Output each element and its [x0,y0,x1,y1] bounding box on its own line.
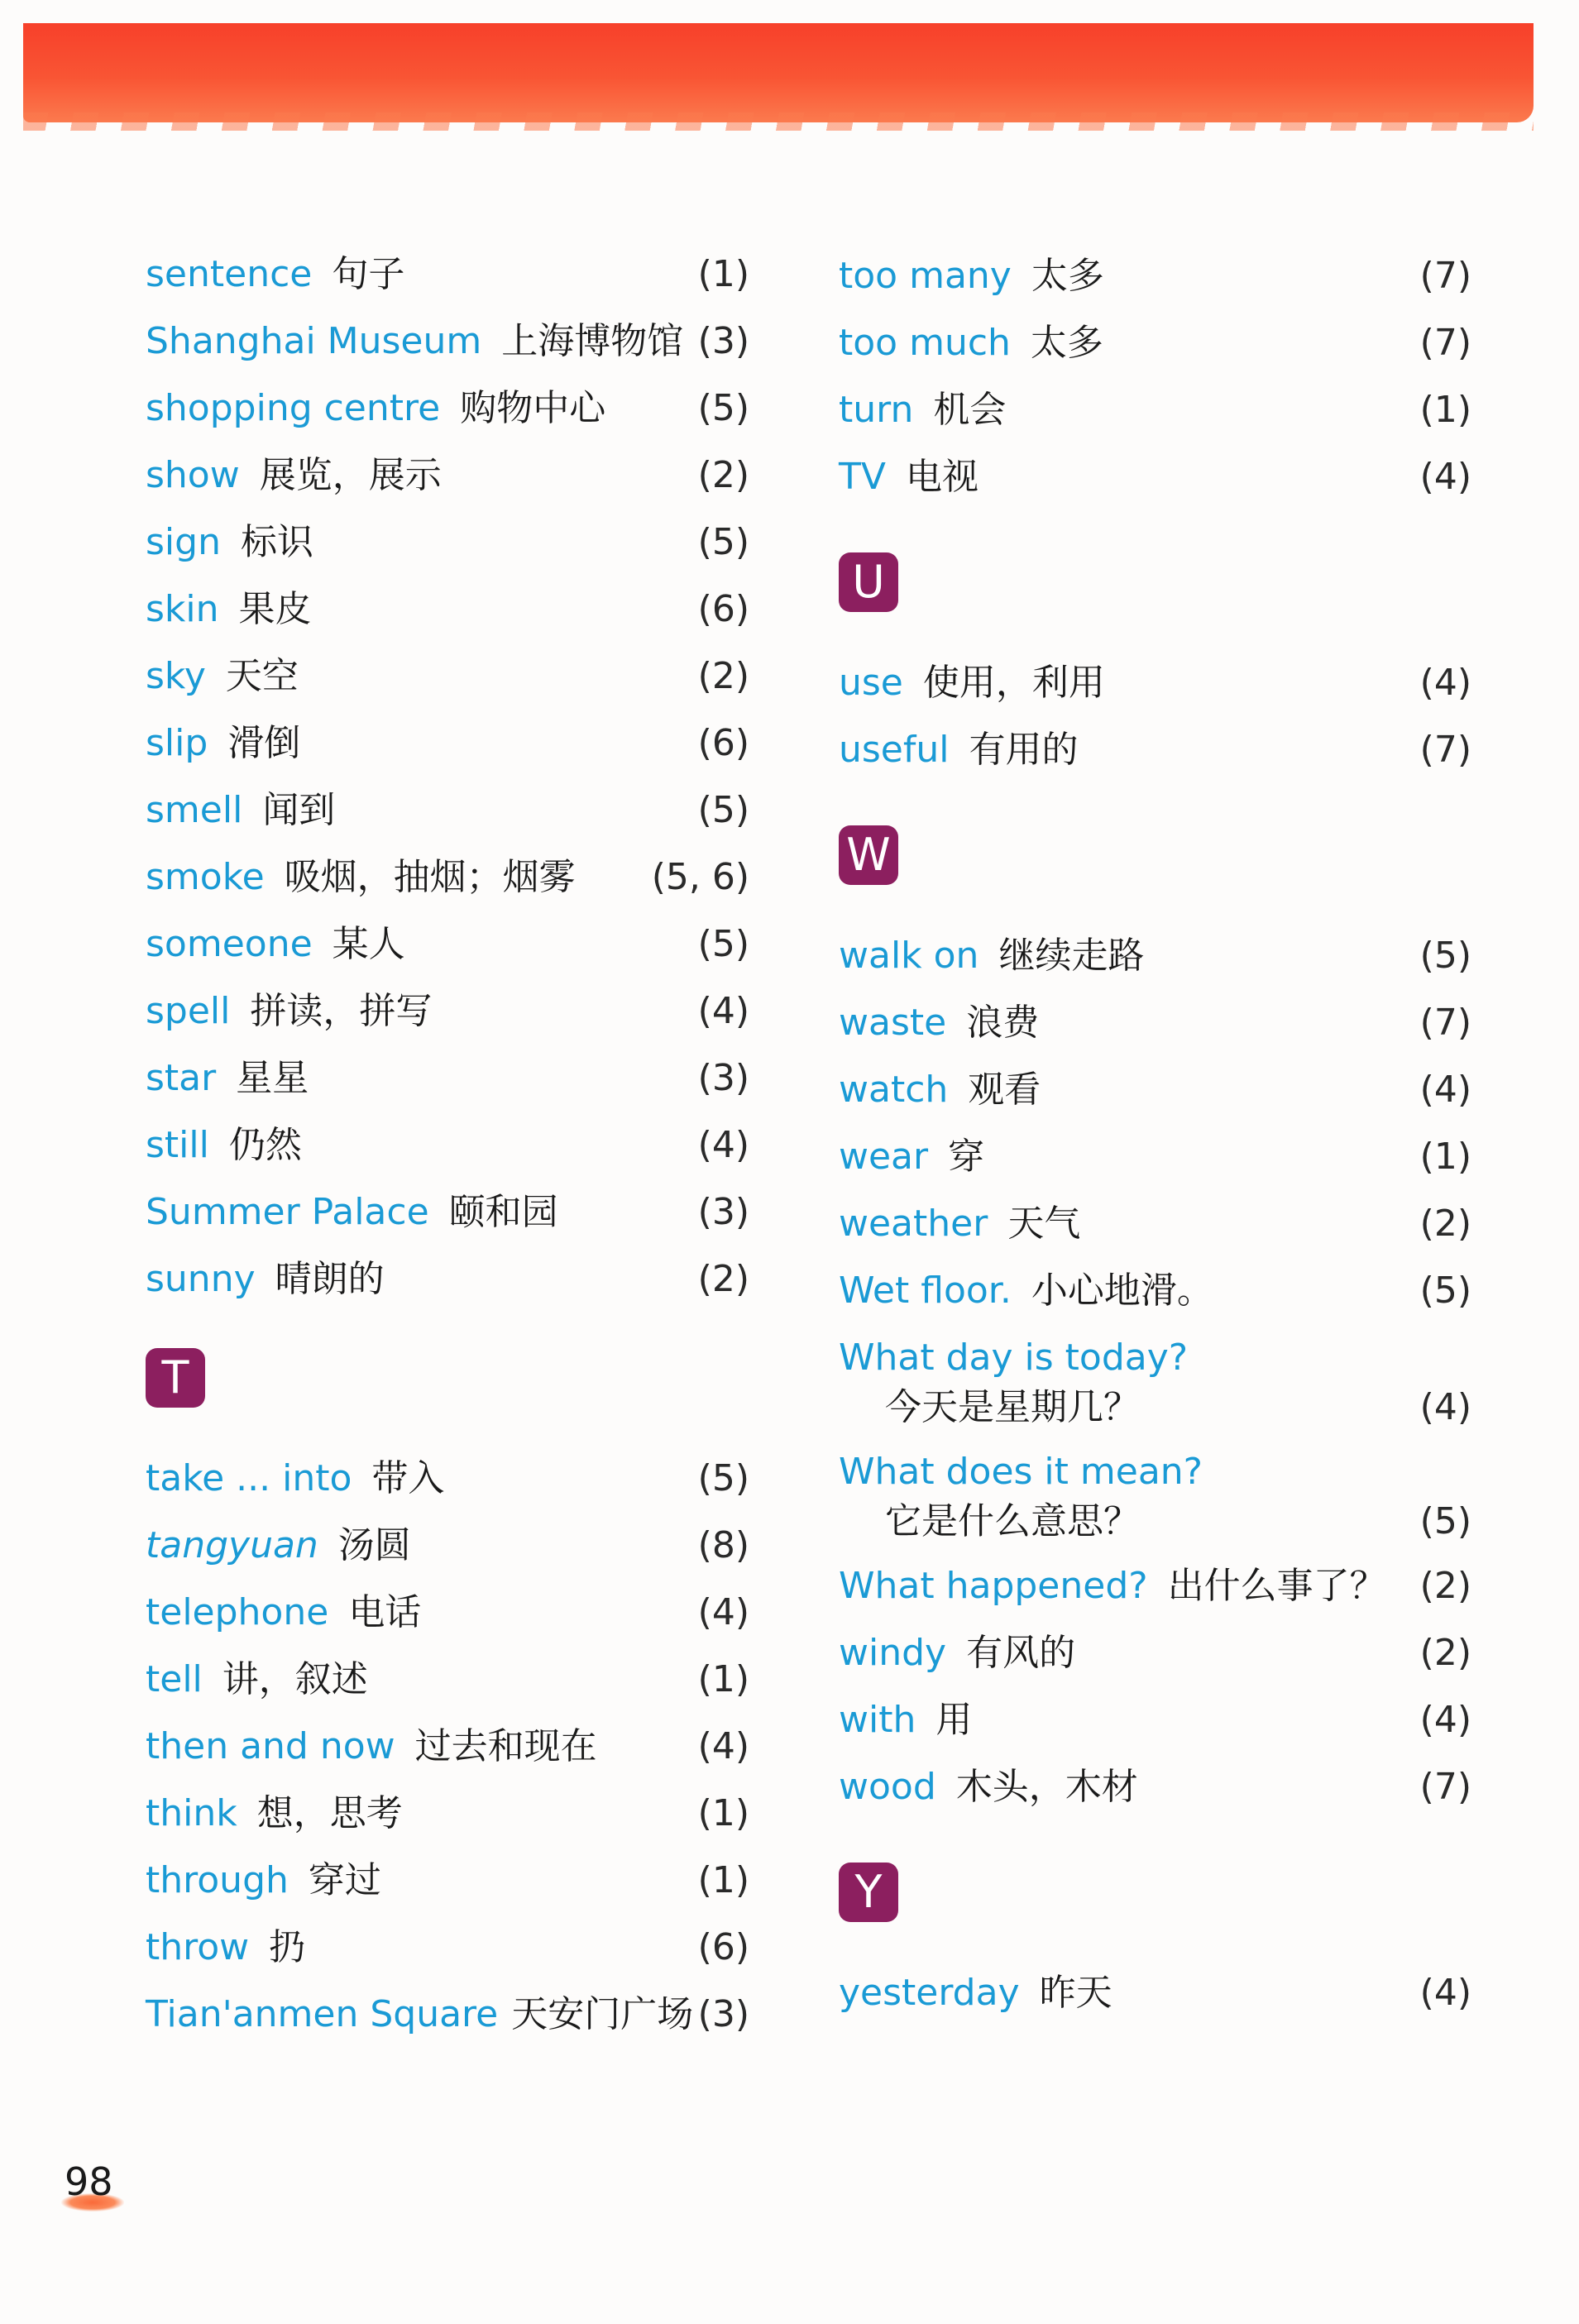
entry-show: show 展览，展示 (2) [146,454,749,496]
entry-tv: TV 电视 (4) [839,456,1471,498]
entry-tell: tell 讲，叙述 (1) [146,1658,749,1700]
entry-shopping-centre: shopping centre 购物中心 (5) [146,387,749,429]
entry-tangyuan: tangyuan 汤圆 (8) [146,1524,749,1566]
entry-summer-palace: Summer Palace 颐和园 (3) [146,1191,749,1233]
entry-smoke: smoke 吸烟，抽烟；烟雾 (5, 6) [146,856,749,898]
page-number: 98 [65,2157,122,2207]
entry-watch: watch 观看 (4) [839,1069,1471,1111]
entry-with: with 用 (4) [839,1699,1471,1741]
section-letter-t: T [146,1348,205,1408]
entry-take-into: take ... into 带入 (5) [146,1457,749,1499]
section-letter-w: W [839,825,898,885]
entry-wear: wear 穿 (1) [839,1136,1471,1178]
entry-through: through 穿过 (1) [146,1859,749,1901]
section-letter-u: U [839,552,898,612]
entry-then-and-now: then and now 过去和现在 (4) [146,1725,749,1767]
entry-use: use 使用，利用 (4) [839,662,1471,704]
entry-sunny: sunny 晴朗的 (2) [146,1258,749,1300]
entry-waste: waste 浪费 (7) [839,1002,1471,1044]
entry-star: star 星星 (3) [146,1057,749,1099]
entry-sentence: sentence 句子 (1) [146,253,749,295]
entry-useful: useful 有用的 (7) [839,729,1471,771]
header-banner-edge [23,112,1534,131]
entry-what-happened: What happened? 出什么事了？ (2) [839,1565,1471,1607]
entry-think: think 想，思考 (1) [146,1792,749,1834]
entry-turn: turn 机会 (1) [839,389,1471,431]
entry-sky: sky 天空 (2) [146,655,749,697]
entry-slip: slip 滑倒 (6) [146,722,749,764]
entry-spell: spell 拼读，拼写 (4) [146,990,749,1032]
entry-yesterday: yesterday 昨天 (4) [839,1972,1471,2014]
entry-too-many: too many 太多 (7) [839,255,1471,297]
section-letter-y: Y [839,1863,898,1922]
entry-skin: skin 果皮 (6) [146,588,749,630]
entry-smell: smell 闻到 (5) [146,789,749,831]
entry-telephone: telephone 电话 (4) [146,1591,749,1633]
entry-windy: windy 有风的 (2) [839,1632,1471,1674]
entry-what-does-it-mean: What does it mean? 它是什么意思？ (5) [839,1451,1471,1542]
entry-wood: wood 木头，木材 (7) [839,1766,1471,1808]
entry-what-day-is-today: What day is today? 今天是星期几？ (4) [839,1337,1471,1428]
entry-weather: weather 天气 (2) [839,1203,1471,1245]
entry-still: still 仍然 (4) [146,1124,749,1166]
header-banner [23,23,1534,122]
entry-sign: sign 标识 (5) [146,521,749,563]
entry-too-much: too much 太多 (7) [839,322,1471,364]
entry-wet-floor: Wet floor. 小心地滑。 (5) [839,1270,1471,1312]
entry-throw: throw 扔 (6) [146,1926,749,1968]
entry-shanghai-museum: Shanghai Museum 上海博物馆 (3) [146,320,749,362]
entry-someone: someone 某人 (5) [146,923,749,965]
entry-tiananmen-square: Tian'anmen Square 天安门广场 (3) [146,1993,749,2035]
entry-walk-on: walk on 继续走路 (5) [839,935,1471,977]
